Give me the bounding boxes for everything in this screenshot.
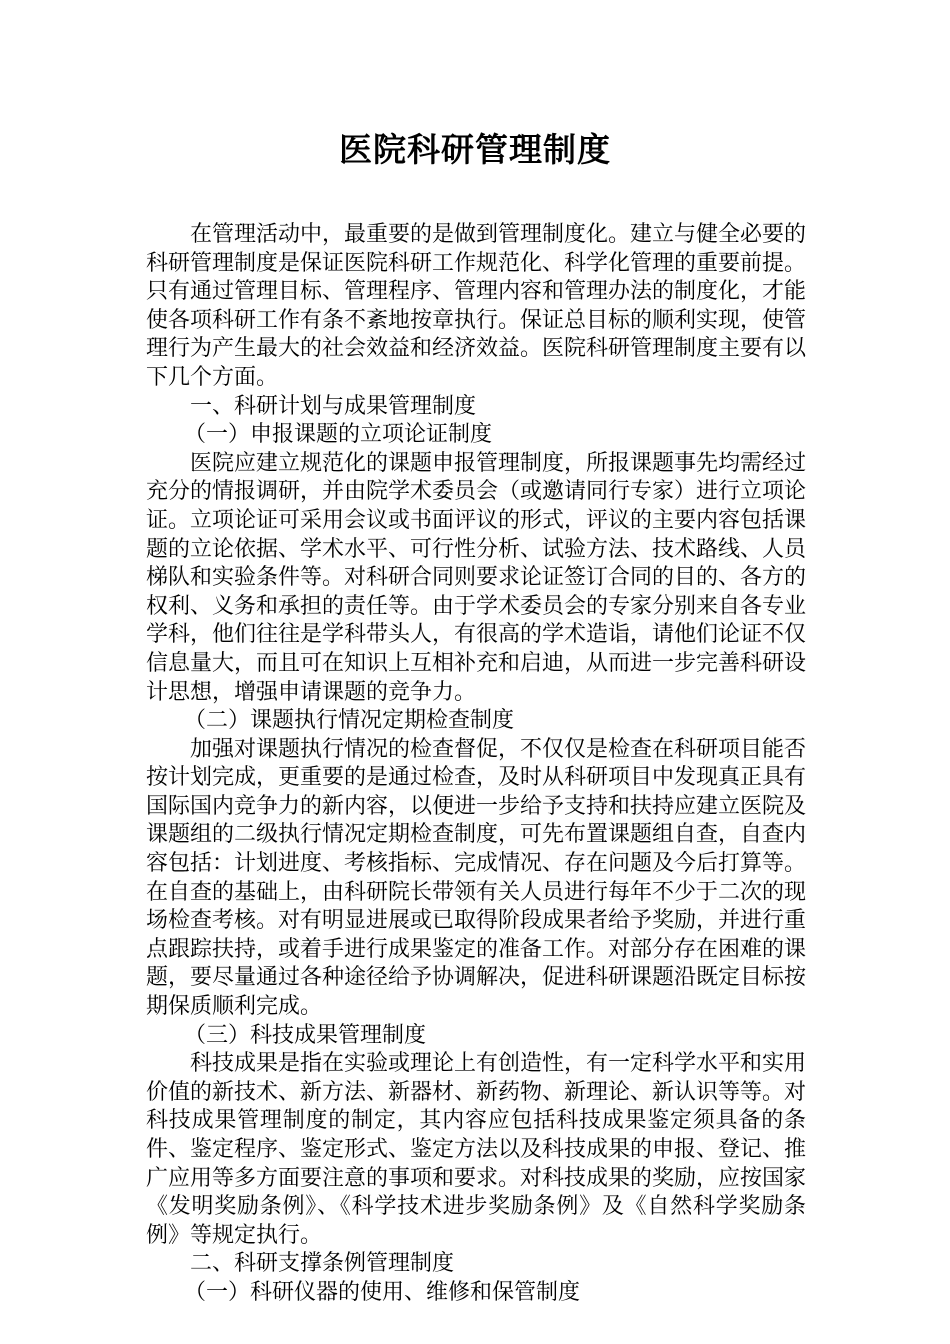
subsection-heading-1-1: （一）申报课题的立项论证制度 [184, 422, 493, 448]
body-paragraph: 科技成果是指在实验或理论上有创造性，有一定科学水平和实用价值的新技术、新方法、新器材、新药物、新理论、新认识等等。对科技成果管理制度的制定，其内容应包括科技成果鉴定须具备的条件、鉴定程序、鉴定形式、鉴定方法以及科技成果的申报、登记、推广应用等多方面要注意的事项和要求。对科技成果的奖励，应按国家《发明奖励条例》、《科学技术进步奖励条例》及《自然科学奖励条例》等规定执行。 [146, 1051, 807, 1248]
body-paragraph: 加强对课题执行情况的检查督促，不仅仅是检查在科研项目能否按计划完成，更重要的是通过检查，及时从科研项目中发现真正具有国际国内竞争力的新内容，以便进一步给予支持和扶持应建立医院及课题组的二级执行情况定期检查制度，可先布置课题组自查，自查内容包括：计划进度、考核指标、完成情况、存在问题及今后打算等。在自查的基础上，由科研院长带领有关人员进行每年不少于二次的现场检查考核。对有明显进展或已取得阶段成果者给予奖励，并进行重点跟踪扶持，或着手进行成果鉴定的准备工作。对部分存在困难的课题，要尽量通过各种途径给予协调解决，促进科研课题沿既定目标按期保质顺利完成。 [146, 736, 807, 1020]
subsection-heading-2-1: （一）科研仪器的使用、维修和保管制度 [184, 1279, 581, 1305]
section-heading-1: 一、科研计划与成果管理制度 [190, 393, 477, 419]
document-title: 医院科研管理制度 [339, 130, 611, 169]
intro-paragraph: 在管理活动中，最重要的是做到管理制度化。建立与健全必要的科研管理制度是保证医院科研工作规范化、科学化管理的重要前提。只有通过管理目标、管理程序、管理内容和管理办法的制度化，才能使各项科研工作有条不紊地按章执行。保证总目标的顺利实现，使管理行为产生最大的社会效益和经济效益。医院科研管理制度主要有以下几个方面。 [146, 222, 807, 390]
section-heading-2: 二、科研支撑条例管理制度 [190, 1251, 455, 1277]
body-paragraph: 医院应建立规范化的课题申报管理制度，所报课题事先均需经过充分的情报调研，并由院学术委员会（或邀请同行专家）进行立项论证。立项论证可采用会议或书面评议的形式，评议的主要内容包括课题的立论依据、学术水平、可行性分析、试验方法、技术路线、人员梯队和实验条件等。对科研合同则要求论证签订合同的目的、各方的权利、义务和承担的责任等。由于学术委员会的专家分别来自各专业学科，他们往往是学科带头人，有很高的学术造诣，请他们论证不仅信息量大，而且可在知识上互相补充和启迪，从而进一步完善科研设计思想，增强申请课题的竞争力。 [146, 450, 807, 705]
subsection-heading-1-2: （二）课题执行情况定期检查制度 [184, 708, 515, 734]
subsection-heading-1-3: （三）科技成果管理制度 [184, 1022, 427, 1048]
document-body [146, 221, 806, 1308]
